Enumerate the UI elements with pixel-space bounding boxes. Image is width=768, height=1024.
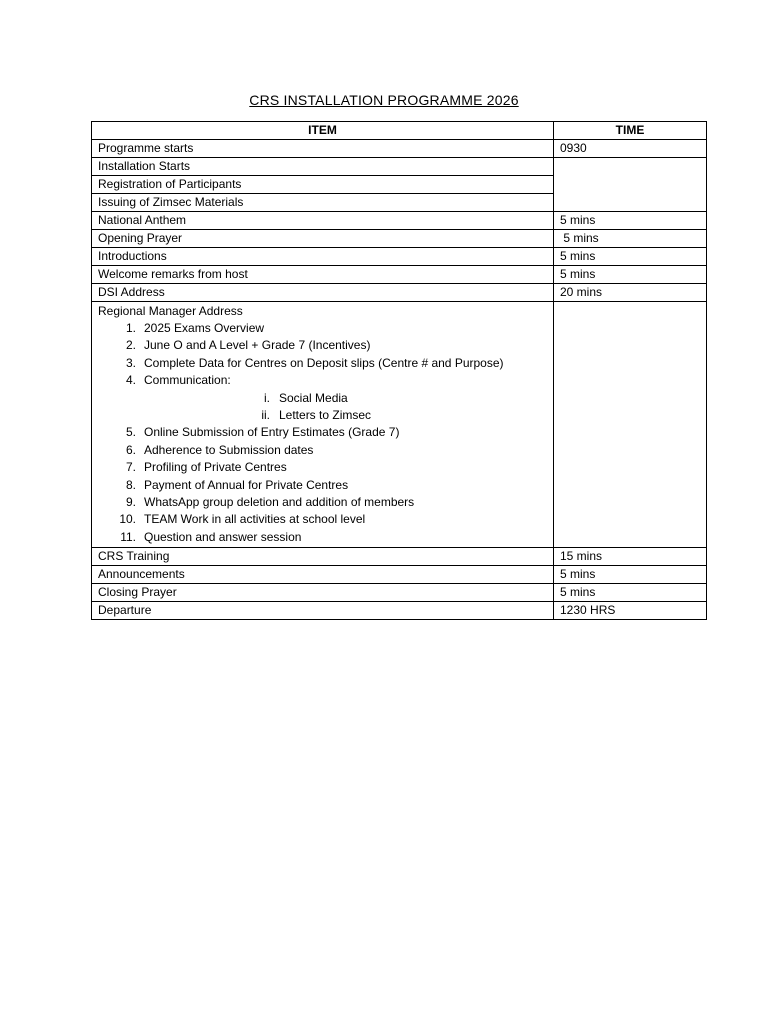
list-item: 6. Adherence to Submission dates bbox=[125, 442, 314, 457]
item-cell: Programme starts bbox=[92, 140, 554, 158]
agenda-list-continued bbox=[98, 424, 547, 546]
table-row bbox=[92, 230, 707, 248]
list-item: 5. Online Submission of Entry Estimates (Grade 7) bbox=[125, 425, 400, 440]
item-cell: Registration of Participants bbox=[92, 176, 554, 194]
time-cell: 20 mins bbox=[554, 284, 707, 302]
item-column-header: ITEM bbox=[92, 122, 554, 140]
regional-manager-title: Regional Manager Address bbox=[98, 304, 243, 318]
table-row-regional-manager bbox=[92, 302, 707, 548]
item-cell: Closing Prayer bbox=[92, 584, 554, 602]
table-row bbox=[92, 212, 707, 230]
time-cell: 5 mins bbox=[554, 212, 707, 230]
list-item: ii. Letters to Zimsec bbox=[261, 407, 372, 422]
time-cell: 5 mins bbox=[554, 584, 707, 602]
time-cell-merged bbox=[554, 158, 707, 212]
time-cell: 5 mins bbox=[554, 248, 707, 266]
item-cell: Installation Starts bbox=[92, 158, 554, 176]
table-row bbox=[92, 140, 707, 158]
list-item: 9. WhatsApp group deletion and addition of members bbox=[125, 494, 415, 509]
time-column-header: TIME bbox=[554, 122, 707, 140]
regional-manager-cell bbox=[92, 302, 554, 548]
item-cell: Issuing of Zimsec Materials bbox=[92, 194, 554, 212]
time-cell: 5 mins bbox=[554, 566, 707, 584]
item-cell: Introductions bbox=[92, 248, 554, 266]
table-header-row bbox=[92, 122, 707, 140]
list-item: 3. Complete Data for Centres on Deposit slips (Centre # and Purpose) bbox=[125, 355, 504, 370]
table-row bbox=[92, 158, 707, 176]
item-cell: Departure bbox=[92, 602, 554, 620]
list-item: i. Social Media bbox=[264, 390, 348, 405]
table-row bbox=[92, 548, 707, 566]
table-row bbox=[92, 566, 707, 584]
table-row bbox=[92, 284, 707, 302]
agenda-list bbox=[98, 320, 547, 390]
document-title: CRS INSTALLATION PROGRAMME 2026 bbox=[249, 92, 519, 108]
time-cell: 5 mins bbox=[554, 230, 707, 248]
item-cell: CRS Training bbox=[92, 548, 554, 566]
list-item: 10. TEAM Work in all activities at school level bbox=[119, 512, 366, 527]
item-cell: National Anthem bbox=[92, 212, 554, 230]
item-cell: Announcements bbox=[92, 566, 554, 584]
item-cell: Opening Prayer bbox=[92, 230, 554, 248]
time-cell: 5 mins bbox=[554, 266, 707, 284]
time-cell-empty bbox=[554, 302, 707, 548]
list-item: 7. Profiling of Private Centres bbox=[125, 460, 287, 475]
list-item: 8. Payment of Annual for Private Centres bbox=[125, 477, 349, 492]
table-row bbox=[92, 248, 707, 266]
communication-sublist bbox=[98, 390, 547, 425]
time-cell: 15 mins bbox=[554, 548, 707, 566]
table-row bbox=[92, 584, 707, 602]
item-cell: Welcome remarks from host bbox=[92, 266, 554, 284]
list-item: 1. 2025 Exams Overview bbox=[125, 321, 265, 335]
time-cell: 0930 bbox=[554, 140, 707, 158]
programme-table bbox=[91, 121, 707, 620]
table-row bbox=[92, 602, 707, 620]
item-cell: DSI Address bbox=[92, 284, 554, 302]
time-cell: 1230 HRS bbox=[554, 602, 707, 620]
list-item: 4. Communication: bbox=[125, 373, 231, 388]
list-item: 11. Question and answer session bbox=[120, 529, 302, 544]
table-row bbox=[92, 266, 707, 284]
list-item: 2. June O and A Level + Grade 7 (Incentives) bbox=[125, 338, 371, 353]
